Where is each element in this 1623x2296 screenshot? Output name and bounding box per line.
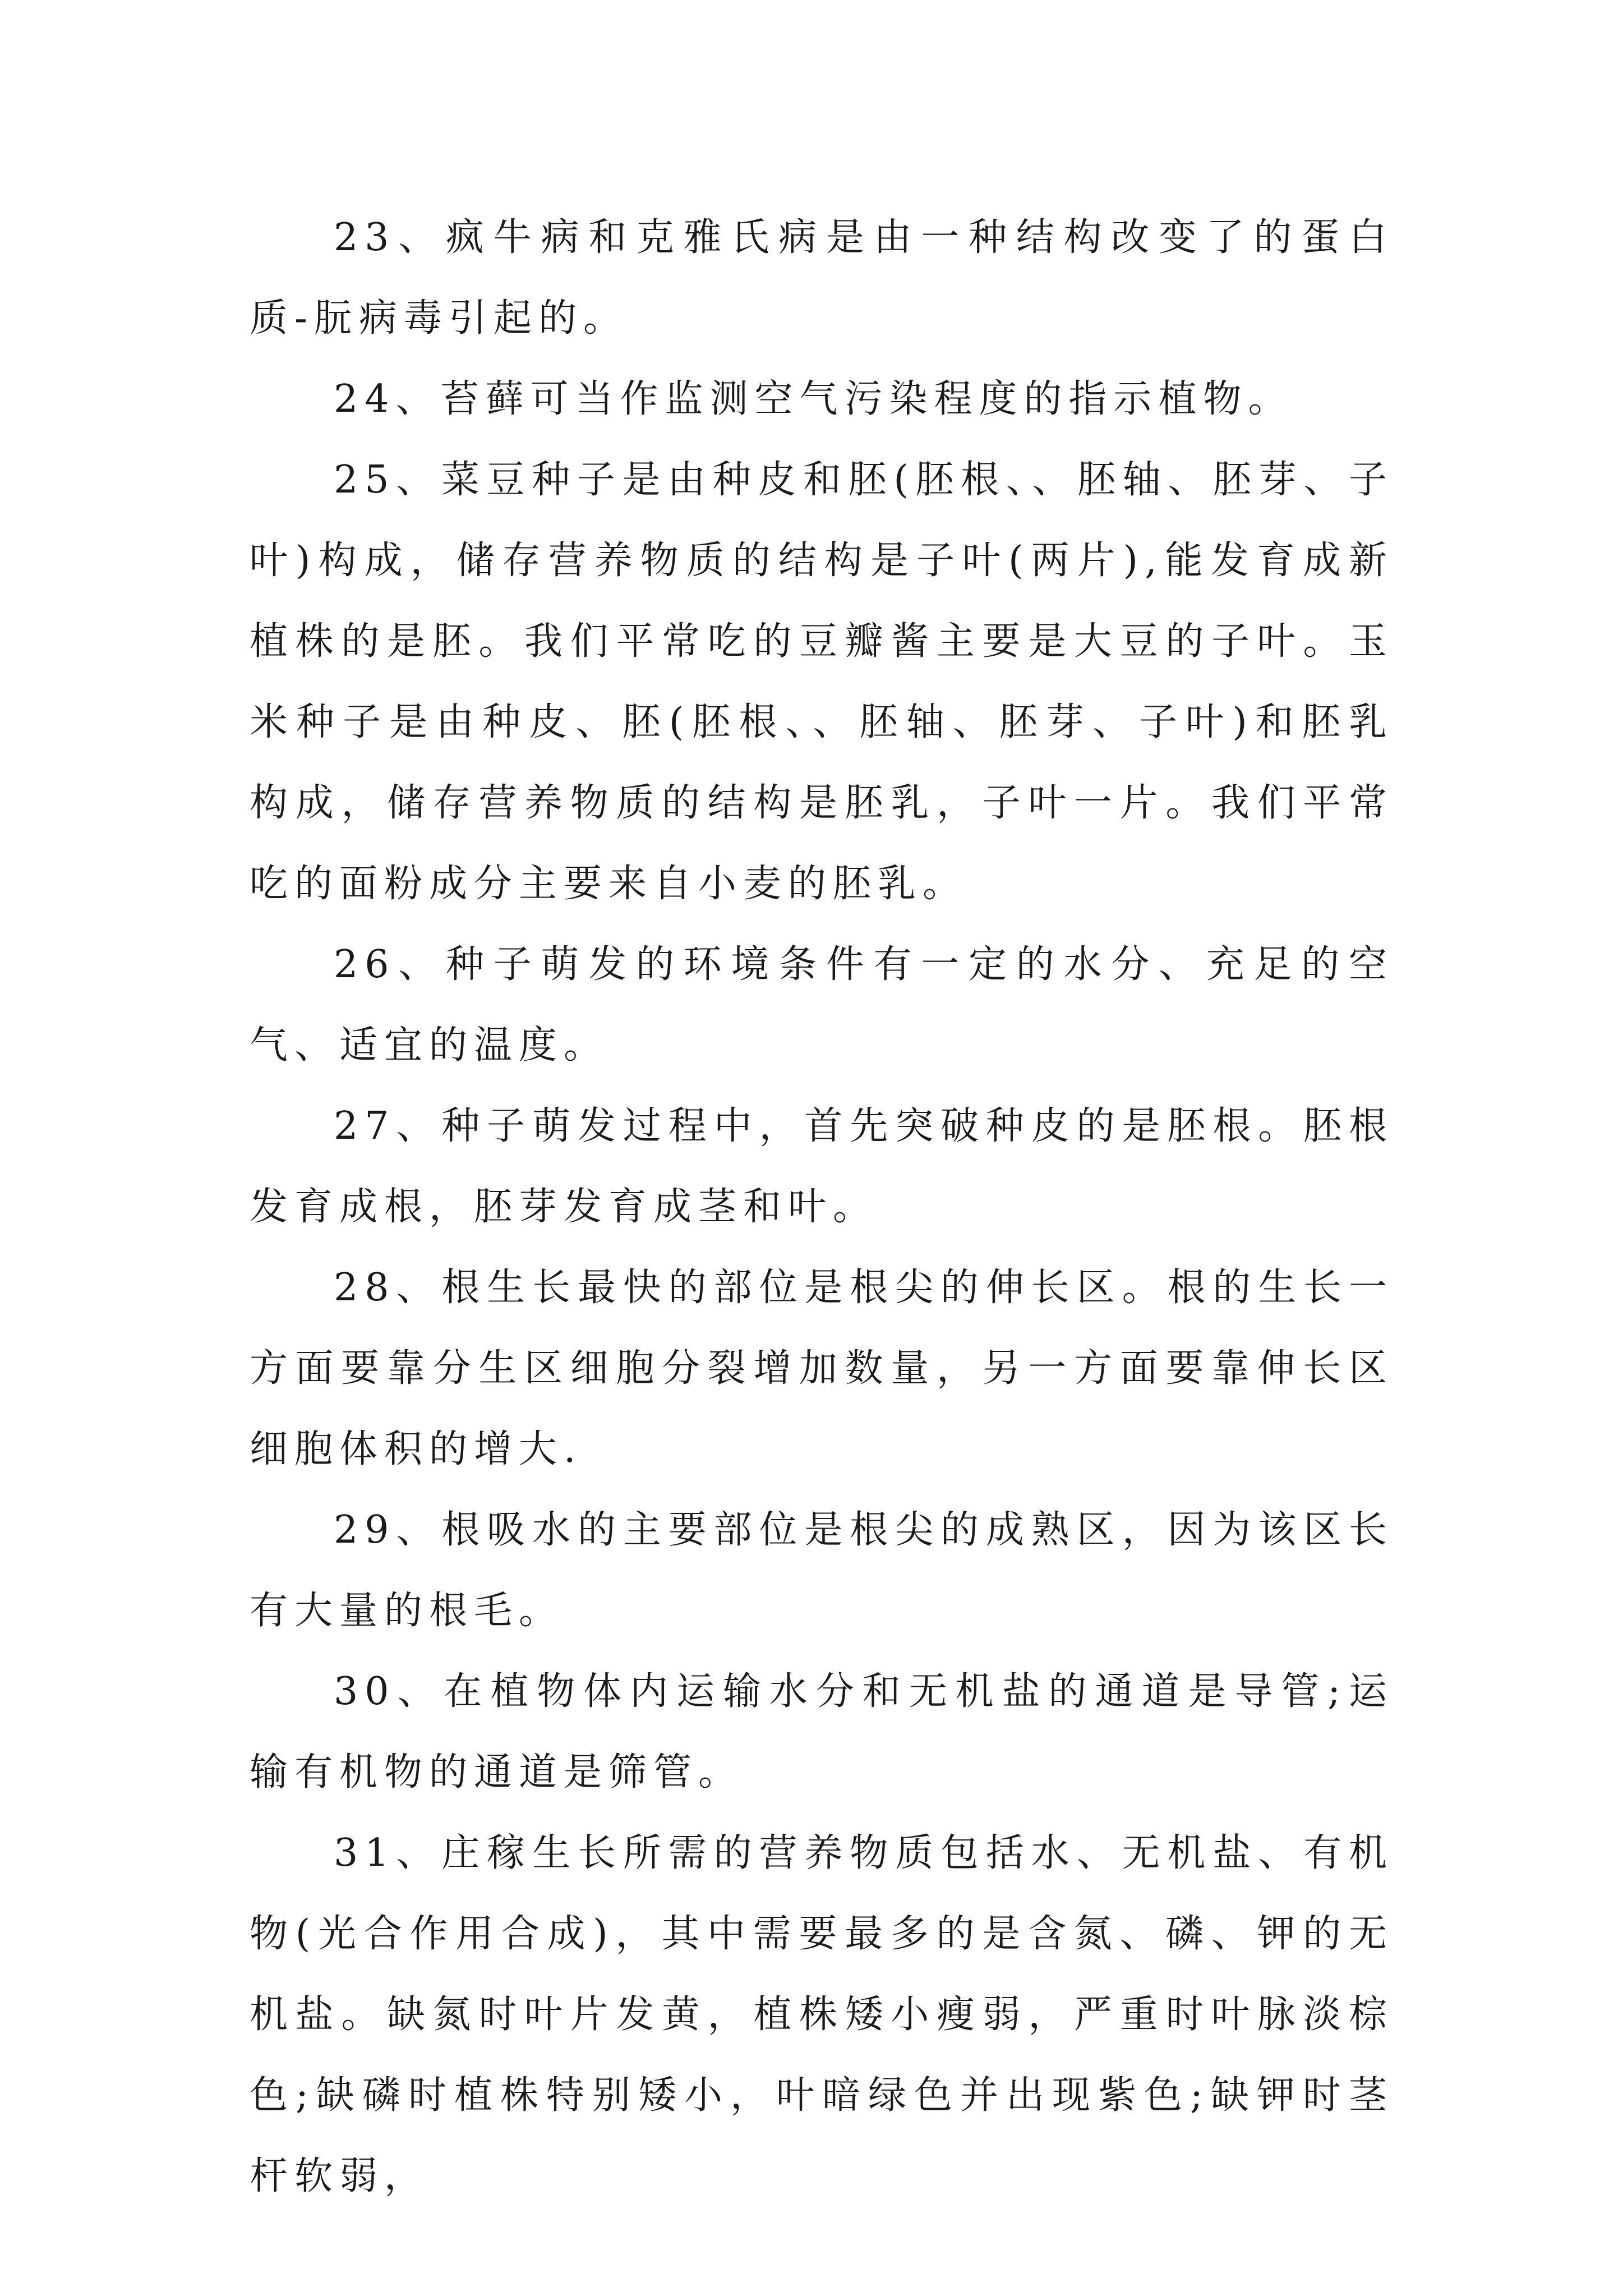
paragraph-30: 30、在植物体内运输水分和无机盐的通道是导管;运输有机物的通道是筛管。	[250, 1669, 1394, 1795]
paragraph-23: 23、疯牛病和克雅氏病是由一种结构改变了的蛋白质-朊病毒引起的。	[250, 215, 1394, 341]
paragraph-31: 31、庄稼生长所需的营养物质包括水、无机盐、有机物(光合作用合成)，其中需要最多的是含氮、磷、钾的无机盐。缺氮时叶片发黄，植株矮小瘦弱，严重时叶脉淡棕色;缺磷时植株特别矮小，叶暗绿色并出现紫色;缺钾时茎杆软弱，	[250, 1831, 1394, 2198]
paragraph-24: 24、苔藓可当作监测空气污染程度的指示植物。	[334, 377, 1293, 421]
paragraph-28: 28、根生长最快的部位是根尖的伸长区。根的生长一方面要靠分生区细胞分裂增加数量，另一方面要靠伸长区细胞体积的增大.	[250, 1266, 1394, 1471]
paragraph-27: 27、种子萌发过程中，首先突破种皮的是胚根。胚根发育成根，胚芽发育成茎和叶。	[250, 1104, 1394, 1229]
document-body	[250, 197, 1394, 2217]
paragraph-29: 29、根吸水的主要部位是根尖的成熟区，因为该区长有大量的根毛。	[250, 1508, 1394, 1633]
paragraph-25: 25、菜豆种子是由种皮和胚(胚根、、胚轴、胚芽、子叶)构成，储存营养物质的结构是子叶(两片),能发育成新植株的是胚。我们平常吃的豆瓣酱主要是大豆的子叶。玉米种子是由种皮、胚(胚根、、胚轴、胚芽、子叶)和胚乳构成，储存营养物质的结构是胚乳，子叶一片。我们平常吃的面粉成分主要来自小麦的胚乳。	[250, 458, 1394, 906]
paragraph-26: 26、种子萌发的环境条件有一定的水分、充足的空气、适宜的温度。	[250, 942, 1394, 1068]
